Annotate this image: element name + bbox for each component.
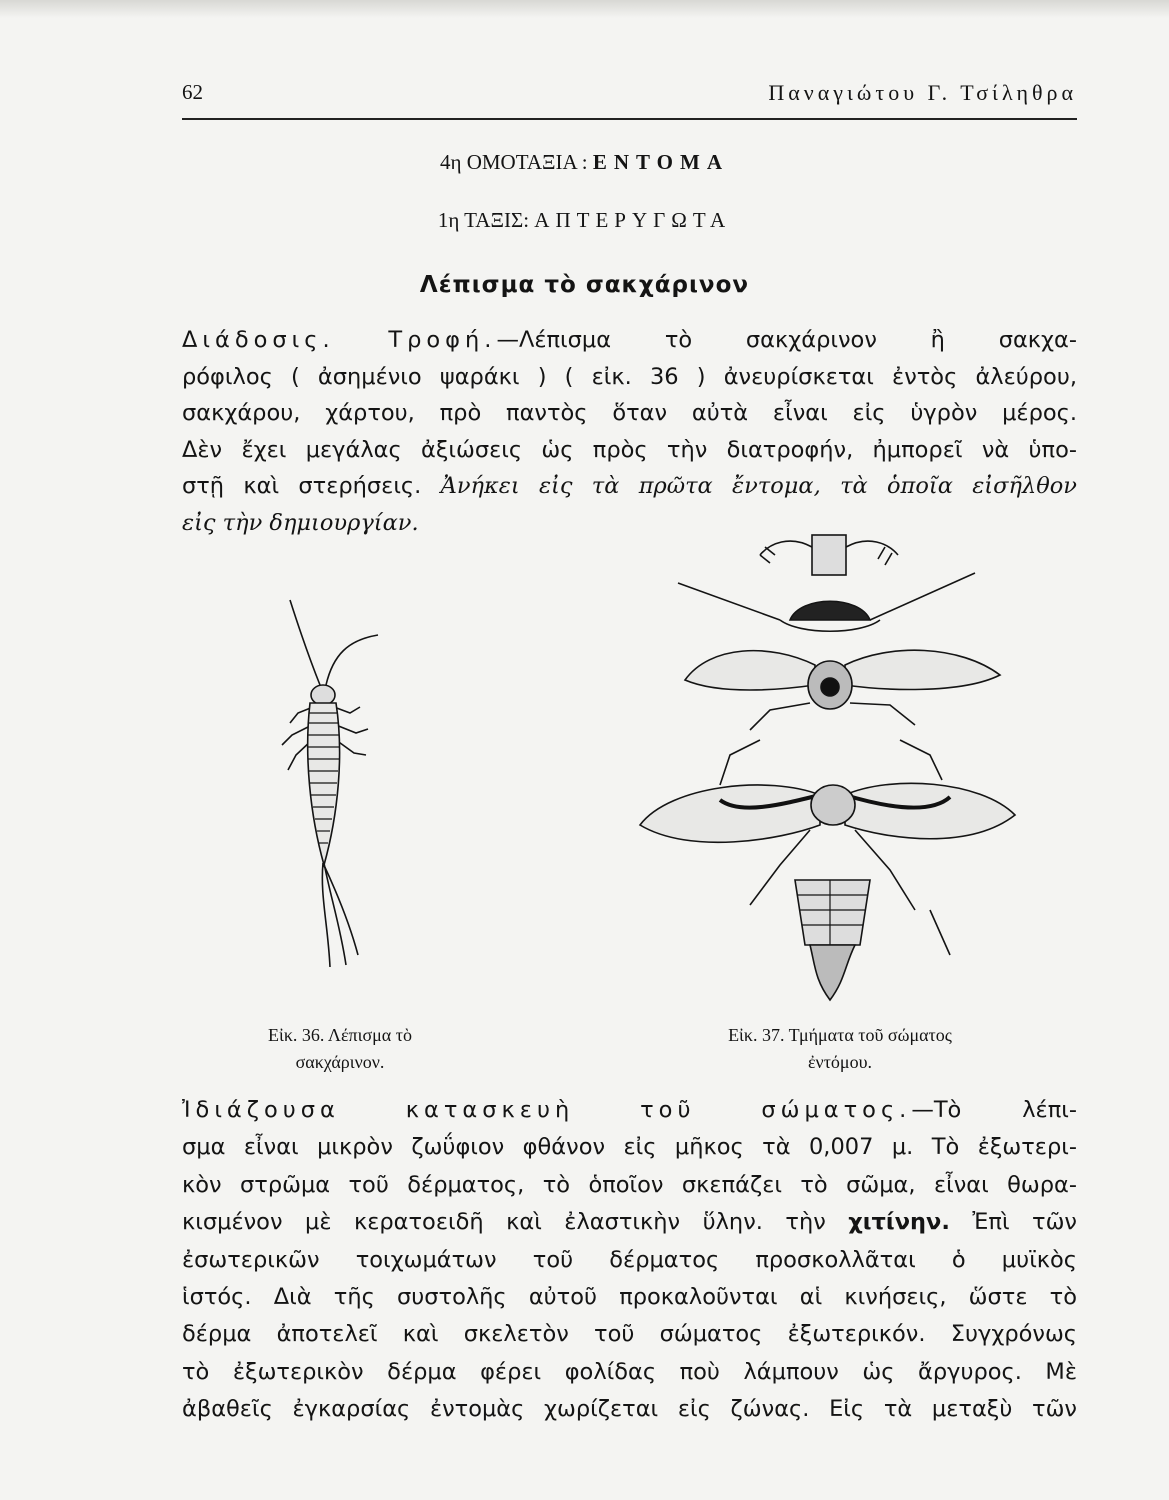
- text-span: —Λέπισμα τὸ σακχάρινον ἢ σακχα-: [496, 327, 1077, 353]
- text-line: [182, 1204, 1077, 1241]
- text-span: —Τὸ λέπι-: [911, 1097, 1077, 1123]
- running-header: [182, 80, 1077, 116]
- caption-line: ἐντόμου.: [808, 1052, 872, 1072]
- insect-body-parts-illustration: [630, 525, 1020, 1010]
- order-heading-name: ΑΠΤΕΡΥΓΩΤΑ: [534, 208, 732, 232]
- section-label-structure: Ἰδιάζουσα κατασκευὴ τοῦ σώματος.: [182, 1097, 912, 1123]
- class-heading-prefix: 4η ΟΜΟΤΑΞΙΑ :: [439, 150, 588, 174]
- text-line: σμα εἶναι μικρὸν ζωΰφιον φθάνον εἰς μῆκος τὰ 0,007 μ. Τὸ ἐξωτερι-: [182, 1134, 1077, 1161]
- text-line: δέρμα ἀποτελεῖ καὶ σκελετὸν τοῦ σώματος ἐξωτερικόν. Συγχρόνως: [182, 1321, 1077, 1348]
- paragraph-body-structure: [182, 1092, 1077, 1429]
- running-header-author: Παναγιώτου Γ. Τσίληθρα: [768, 80, 1077, 105]
- page-number: 62: [182, 80, 203, 104]
- order-heading: [0, 208, 1169, 233]
- text-line: ἀβαθεῖς ἐγκαρσίας ἐντομὰς χωρίζεται εἰς ζώνας. Εἰς τὰ μεταξὺ τῶν: [182, 1396, 1077, 1423]
- page-edge-shadow: [0, 0, 1169, 18]
- text-line: ἱστός. Διὰ τῆς συστολῆς αὐτοῦ προκαλοῦνται αἱ κινήσεις, ὥστε τὸ: [182, 1283, 1077, 1310]
- text-span: Ἐπὶ τῶν: [972, 1209, 1078, 1236]
- text-line: [182, 322, 1077, 359]
- text-line: ρόφιλος ( ἀσημένιο ψαράκι ) ( εἰκ. 36 ) ἀνευρίσκεται ἐντὸς ἀλεύρου,: [182, 363, 1077, 390]
- caption-line: Εἰκ. 37. Τμήματα τοῦ σώματος: [728, 1025, 952, 1045]
- text-line: [182, 1092, 1077, 1129]
- text-line: ἐσωτερικῶν τοιχωμάτων τοῦ δέρματος προσκολλᾶται ὁ μυϊκὸς: [182, 1246, 1077, 1273]
- text-line: [182, 468, 1077, 505]
- text-line: κὸν στρῶμα τοῦ δέρματος, τὸ ὁποῖον σκεπάζει τὸ σῶμα, εἶναι θωρα-: [182, 1171, 1077, 1198]
- text-line: Δὲν ἔχει μεγάλας ἀξιώσεις ὡς πρὸς τὴν διατροφήν, ἠμπορεῖ νὰ ὑπο-: [182, 436, 1077, 463]
- paragraph-distribution: [182, 322, 1077, 541]
- text-line: σακχάρου, χάρτου, πρὸ παντὸς ὅταν αὐτὰ εἶναι εἰς ὑγρὸν μέρος.: [182, 400, 1077, 426]
- italic-text: Ἀνήκει εἰς τὰ πρῶτα ἔντομα, τὰ ὁποῖα εἰσῆλθον: [440, 473, 1077, 499]
- header-rule: [182, 118, 1077, 120]
- species-heading: Λέπισμα τὸ σακχάρινον: [419, 272, 750, 298]
- bold-term-chitin: χιτίνην.: [848, 1209, 950, 1236]
- figure-36-caption: [225, 1022, 455, 1076]
- italic-text: εἰς τὴν δημιουργίαν.: [182, 509, 419, 536]
- caption-line: σακχάρινον.: [295, 1052, 385, 1072]
- section-label-food: Τροφή.: [388, 327, 497, 353]
- caption-line: Εἰκ. 36. Λέπισμα τὸ: [268, 1025, 412, 1045]
- figure-37-caption: [640, 1022, 1040, 1076]
- class-heading-name: ΕΝΤΟΜΑ: [592, 150, 729, 174]
- class-heading: [0, 150, 1169, 175]
- section-label-distribution: Διάδοσις.: [182, 327, 335, 353]
- text-line: τὸ ἐξωτερικὸν δέρμα φέρει φολίδας ποὺ λάμπουν ὡς ἄργυρος. Μὲ: [182, 1358, 1077, 1385]
- text-span: στῇ καὶ στερήσεις.: [182, 473, 422, 499]
- order-heading-prefix: 1η ΤΑΞΙΣ:: [437, 208, 530, 232]
- text-span: κισμένον μὲ κερατοειδῆ καὶ ἐλαστικὴν ὕλην. τὴν: [182, 1209, 826, 1236]
- silverfish-illustration: [268, 595, 408, 975]
